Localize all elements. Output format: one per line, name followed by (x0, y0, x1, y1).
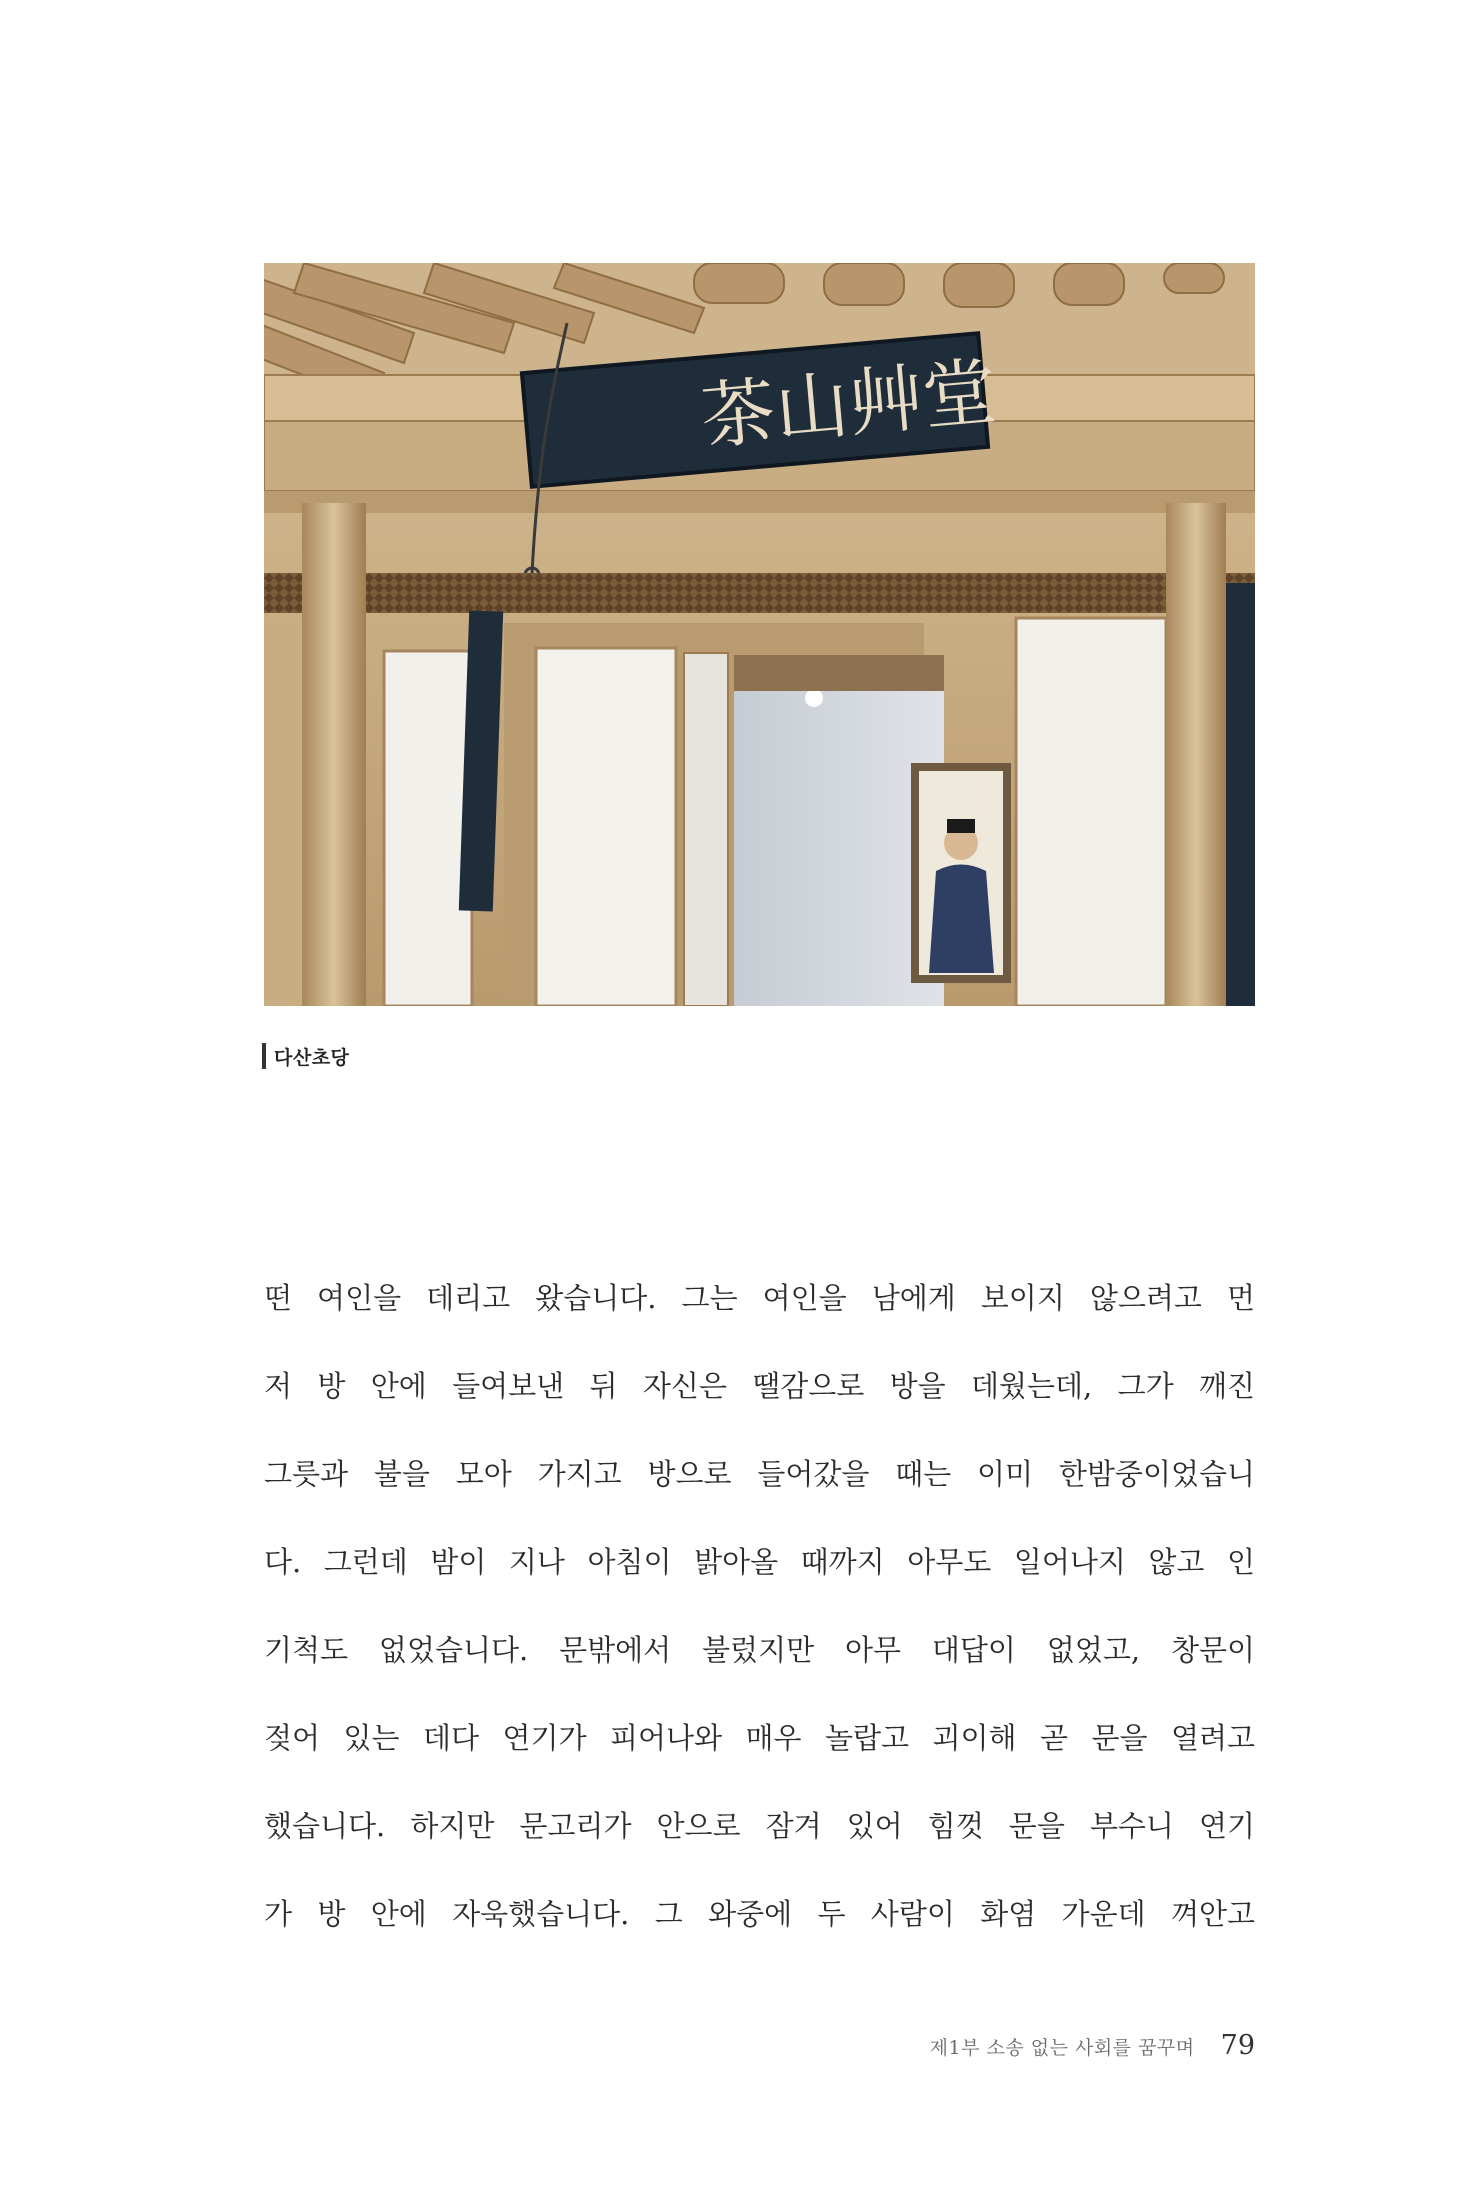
signboard-text: 茶山艸堂 (697, 349, 1001, 461)
running-head: 제1부 소송 없는 사회를 꿈꾸며 (929, 2037, 1195, 2059)
body-line-7: 했습니다. 하지만 문고리가 안으로 잠겨 있어 힘껏 문을 부수니 연기 (264, 1809, 1255, 1843)
body-line-4: 다. 그런데 밤이 지나 아침이 밝아올 때까지 아무도 일어나지 않고 인 (264, 1545, 1255, 1579)
body-line-3: 그릇과 불을 모아 가지고 방으로 들어갔을 때는 이미 한밤중이었습니 (264, 1457, 1255, 1491)
body-line-8: 가 방 안에 자욱했습니다. 그 와중에 두 사람이 화염 가운데 껴안고 (264, 1897, 1255, 1931)
door-right (1016, 618, 1166, 1006)
caption-marker (262, 1043, 266, 1069)
caption-text: 다산초당 (274, 1046, 350, 1069)
page-number: 79 (1220, 2030, 1255, 2061)
photo-dasan-chodang (264, 263, 1255, 1006)
body-line-6: 젖어 있는 데다 연기가 피어나와 매우 놀랍고 괴이해 곧 문을 열려고 (264, 1721, 1255, 1755)
body-line-1: 떤 여인을 데리고 왔습니다. 그는 여인을 남에게 보이지 않으려고 먼 (264, 1281, 1255, 1315)
portrait (911, 763, 1011, 983)
body-paragraph (264, 1276, 1255, 1980)
photo-caption (262, 1043, 349, 1069)
photo-illustration (264, 263, 1255, 1006)
pillar-left (302, 503, 366, 1006)
body-line-2: 저 방 안에 들여보낸 뒤 자신은 땔감으로 방을 데웠는데, 그가 깨진 (264, 1369, 1255, 1403)
body-line-5: 기척도 없었습니다. 문밖에서 불렀지만 아무 대답이 없었고, 창문이 (264, 1633, 1255, 1667)
page-footer (930, 2030, 1255, 2061)
